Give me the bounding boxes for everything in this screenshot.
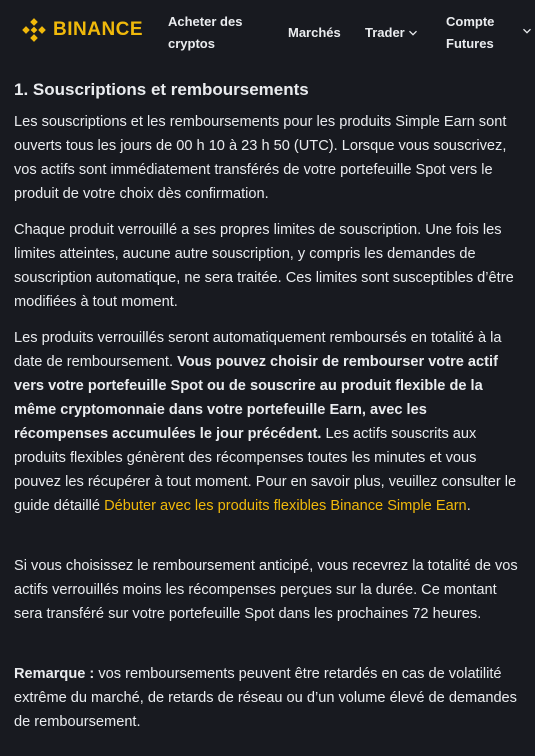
paragraph-note <box>14 662 519 734</box>
flexible-products-guide-link[interactable]: Débuter avec les produits flexibles Binance Simple Earn <box>104 498 467 514</box>
redemption-bold-text: Vous pouvez choisir de rembourser votre actif vers votre portefeuille Spot ou de souscrire au produit flexible de la même cryptomonnaie dans votre portefeuille Earn, avec les récompenses accumulées le jour précédent. <box>14 354 498 442</box>
binance-logo[interactable] <box>22 18 143 42</box>
nav-compte-futures[interactable]: Compte Futures <box>446 14 495 51</box>
paragraph-limits: Chaque produit verrouillé a ses propres limites de souscription. Une fois les limites atteintes, aucune autre souscription, y compris les demandes de souscription automatique, ne sera traitée. Ces limites sont susceptibles d’être modifiées à tout moment. <box>14 222 514 310</box>
paragraph-redemption <box>14 326 519 518</box>
note-label: Remarque : <box>14 666 95 682</box>
paragraph-early-redemption: Si vous choisissez le remboursement anticipé, vous recevrez la totalité de vos actifs verrouillés moins les récompenses perçues sur la durée. Ce montant sera transféré sur votre portefeuille Spot dans les prochaines 72 heures. <box>14 558 518 622</box>
nav-trader[interactable] <box>365 22 418 44</box>
brand-name: BINANCE <box>53 19 144 40</box>
binance-logo-icon <box>22 18 46 42</box>
redemption-text-start: Les produits verrouillés seront automatiquement remboursés en totalité à la date de remboursement. <box>14 330 502 370</box>
nav-trader-label: Trader <box>365 25 405 40</box>
chevron-down-icon[interactable] <box>522 26 532 36</box>
note-text: vos remboursements peuvent être retardés en cas de volatilité extrême du marché, de retards de réseau ou d’un volume élevé de demandes de remboursement. <box>14 666 517 730</box>
nav-marches[interactable]: Marchés <box>288 25 341 40</box>
top-navbar <box>0 0 535 64</box>
section-title: 1. Souscriptions et remboursements <box>14 80 309 99</box>
redemption-text-end: . <box>466 498 471 514</box>
chevron-down-icon <box>408 28 418 38</box>
redemption-text-middle: Les actifs souscrits aux produits flexibles génèrent des récompenses toutes les minutes et vous pouvez les récupérer à tout moment. Pour en savoir plus, veuillez consulter le guide détaillé <box>14 426 517 514</box>
paragraph-subscriptions: Les souscriptions et les remboursements pour les produits Simple Earn sont ouverts tous les jours de 00 h 10 à 23 h 50 (UTC). Lorsque vous souscrivez, vos actifs sont immédiatement transférés de votre portefeuille Spot vers le produit de votre choix dès confirmation. <box>14 114 507 202</box>
nav-acheter-cryptos[interactable]: Acheter des cryptos <box>168 14 243 51</box>
